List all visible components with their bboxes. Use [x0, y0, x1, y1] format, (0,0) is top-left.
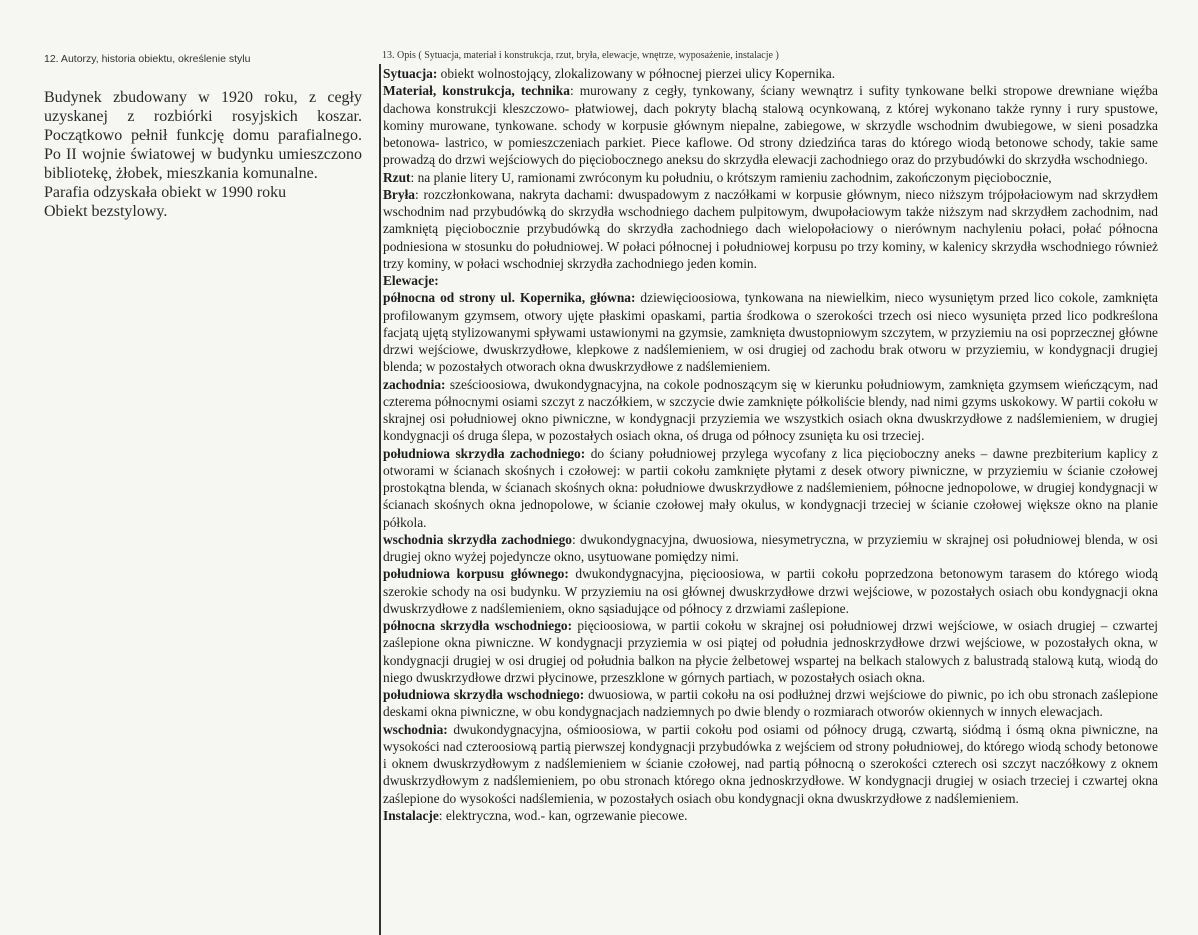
description-paragraph [383, 617, 1158, 686]
history-paragraph: Budynek zbudowany w 1920 roku, z cegły uzyskanej z rozbiórki rosyjskich koszar. Początkowo pełnił funkcję domu parafialnego. Po II wojnie światowej w budynku umieszczono bibliotekę, żłobek, mieszkania komunalne. [44, 89, 362, 182]
paragraph-text: : elektryczna, wod.- kan, ogrzewanie piecowe. [438, 807, 688, 823]
paragraph-text: : rozczłonkowana, nakryta dachami: dwuspadowym z naczółkami w korpusie głównym, nieco niższym trójpołaciowym nad skrzydłem wschodnim nad przybudówką do skrzydła wschodniego dachem pulpitowym, dwupołaciowym także niższym nad skrzydłem zachodnim, nad zamkniętą pięciobocznie przybudówką do skrzydła zachodniego dach wielopołaciowy o nierównym nachyleniu połaci, połać północna podniesiona w stosunku do południowej. W połaci północnej i południowej korpusu po trzy kominy, w kalenicy skrzydła wschodniego również trzy kominy, w połaci wschodniej skrzydła zachodniego jeden komin. [383, 186, 1158, 271]
paragraph-label: północna skrzydła wschodniego: [383, 618, 573, 633]
description-paragraph [383, 289, 1158, 375]
section-12-body [44, 88, 362, 221]
section-13-body [383, 65, 1158, 824]
description-paragraph [383, 186, 1158, 272]
paragraph-label: Elewacje: [383, 273, 439, 288]
description-paragraph [383, 376, 1158, 445]
description-paragraph [383, 565, 1158, 617]
paragraph-label: południowa skrzydła wschodniego: [383, 687, 585, 702]
paragraph-label: południowa korpusu głównego: [383, 566, 569, 582]
description-paragraph [383, 686, 1158, 721]
section-13-heading: 13. Opis ( Sytuacja, materiał i konstrukcja, rzut, bryła, elewacje, wnętrze, wyposażenie, instalacje ) [382, 50, 779, 61]
history-paragraph: Parafia odzyskała obiekt w 1990 roku [44, 184, 287, 201]
paragraph-text: dwukondygnacyjna, ośmioosiowa, w partii cokołu pod osiami od północy drugą, czwartą, siódmą i ósmą okna piwniczne, na wysokości nad czteroosiową partią pierwszej kondygnacji przybudówka z wejściem od strony południowej, do którego wiodą schody betonowe i oknem dwuskrzydłowym z nadślemieniem w ścianie czołowej, nad partią północną o szerokości czterech osi szczyt naczółkowy z oknem dwuskrzydłowym z nadślemieniem, po obu stronach którego okna jednoskrzydłowe. W kondygnacji drugiej w osiach trzeciej i czwartej okna zaślepione do wysokości nadślemienia, w pozostałych osiach obu kondygnacji okna dwuskrzydłowe z nadślemieniem. [383, 721, 1158, 806]
description-paragraph [383, 531, 1158, 566]
paragraph-text: : dwukondygnacyjna, dwuosiowa, niesymetryczna, w przyziemiu w skrajnej osi południowej blenda, w osi drugiej okno wyżej pojedyncze okno, usytuowane pomiędzy nimi. [383, 531, 1159, 564]
paragraph-label: południowa skrzydła zachodniego: [383, 445, 586, 461]
description-paragraph [383, 82, 1158, 168]
paragraph-label: Bryła [383, 186, 415, 202]
description-paragraph [383, 807, 1158, 824]
paragraph-label: zachodnia: [383, 376, 446, 392]
paragraph-text: : na planie litery U, ramionami zwróconym ku południu, o krótszym ramieniu zachodnim, zakończonym pięciobocznie, [410, 169, 1052, 185]
paragraph-text: dwuosiowa, w partii cokołu na osi podłużnej drzwi wejściowe do piwnic, po ich obu stronach zaślepione deskami okna piwniczne, w obu kondygnacjach nadziemnych po dwie blendy o rozmiarach otworów okiennych w innych elewacjach. [383, 687, 1158, 720]
description-paragraph [383, 272, 1158, 289]
paragraph-label: Instalacje [383, 807, 439, 823]
paragraph-label: wschodnia: [383, 721, 448, 737]
paragraph-text: dziewięcioosiowa, tynkowana na niewielkim, nieco wysuniętym przed lico cokole, zamknięta profilowanym gzymsem, otwory ujęte płaskimi opaskami, partia środkowa o szerokości trzech osi nieco wysunięta przed lico podkreślona facjatą ujętą stylizowanymi spływami ustawionymi na gzymsie, zamknięta dwustopniowym szczytem, w przyziemiu na osi poprzecznej główne drzwi wejściowe, dwuskrzydłowe, klepkowe z nadślemieniem, w osi drugiej od zachodu brak otworu w przyziemiu, w kondygnacji drugiej blenda; w pozostałych otworach okna dwuskrzydłowe z nadślemieniem. [383, 290, 1158, 375]
paragraph-text: pięcioosiowa, w partii cokołu w skrajnej osi południowej drzwi wejściowe, w osiach drugiej – czwartej zaślepione okna piwniczne. W kondygnacji przyziemia w osi piątej od południa jednoskrzydłowe drzwi wejściowe, w pozostałych okna, w kondygnacji drugiej w osi drugiej od południa balkon na płycie żelbetowej wspartej na belkach stalowych z balustradą stalową kutą, wiodą do niego dwuskrzydłowe drzwi płycinowe, przeszklone w górnych partiach, w pozostałych osiach okna. [383, 618, 1158, 685]
style-paragraph: Obiekt bezstylowy. [44, 203, 168, 220]
description-paragraph [383, 721, 1158, 807]
section-12-heading: 12. Autorzy, historia obiektu, określenie stylu [44, 53, 251, 65]
paragraph-text: : murowany z cegły, tynkowany, ściany wewnątrz i sufity tynkowane belki stropowe drewniane więźba dachowa konstrukcji kleszczowo- płatwiowej, dach pokryty blachą stalową ocynkowaną, z której wykonano także rynny i rury spustowe, kominy murowane, tynkowane. schody w korpusie głównym niepalne, zabiegowe, w skrzydle wschodnim dwubiegowe, w sieni posadzka betonowa- lastrico, w pomieszczeniach parkiet. Piece kaflowe. Od strony dziedzińca taras do którego wiodą betonowe schody, takie same prowadzą do drzwi wejściowych do pięciobocznego aneksu do skrzydła elewacji zachodniego oraz do przybudówki do skrzydła wschodniego. [383, 83, 1158, 168]
paragraph-label: wschodnia skrzydła zachodniego [383, 531, 572, 547]
paragraph-text: dwukondygnacyjna, pięcioosiowa, w partii cokołu poprzedzona betonowym tarasem do którego wiodą szerokie schody na osi budynku. W przyziemiu na osi głównej dwuskrzydłowe drzwi wejściowe, w pozostałych osiach obu kondygnacji okna dwuskrzydłowe z nadślemieniem, okno sąsiadujące od północy z drzwiami zaślepione. [383, 566, 1158, 616]
paragraph-text: do ściany południowej przylega wycofany z lica pięcioboczny aneks – dawne prezbiterium kaplicy z otworami w ścianach skośnych i czołowej: w partii cokołu zamknięte płytami z desek otwory piwniczne, w przyziemiu w ścianie czołowej prostokątna blenda, w ścianach skośnych okna: południowe dwuskrzydłowe z nadślemieniem, północne jednopolowe, w drugiej kondygnacji w ścianach skośnych okna jednopolowe, w ścianie czołowej mały okulus, w kondygnacji trzeciej w ścianie czołowej większe okno na planie półkola. [383, 445, 1158, 530]
paragraph-text: obiekt wolnostojący, zlokalizowany w północnej pierzei ulicy Kopernika. [437, 66, 836, 81]
description-paragraph [383, 445, 1158, 531]
paragraph-label: północna od strony ul. Kopernika, główna: [383, 290, 636, 306]
description-paragraph [383, 65, 1158, 82]
paragraph-label: Rzut [383, 169, 411, 185]
paragraph-label: Materiał, konstrukcja, technika [383, 83, 570, 99]
paragraph-label: Sytuacja: [383, 66, 438, 81]
column-divider [379, 64, 381, 935]
description-paragraph [383, 169, 1158, 186]
paragraph-text: sześcioosiowa, dwukondygnacyjna, na cokole podnoszącym się w kierunku południowym, zamknięta gzymsem wieńczącym, nad czterema północnymi osiami szczyt z naczółkiem, w szczycie dwie zamknięte półkoliście blendy, nad nimi gzyms uskokowy. W partii cokołu w skrajnej osi południowej okno piwniczne, w kondygnacji przyziemia we wszystkich osiach okna dwuskrzydłowe z nadślemieniem, w drugiej kondygnacji oś druga ślepa, w pozostałych osiach okna, oś druga od północy zsunięta ku osi trzeciej. [383, 376, 1158, 444]
